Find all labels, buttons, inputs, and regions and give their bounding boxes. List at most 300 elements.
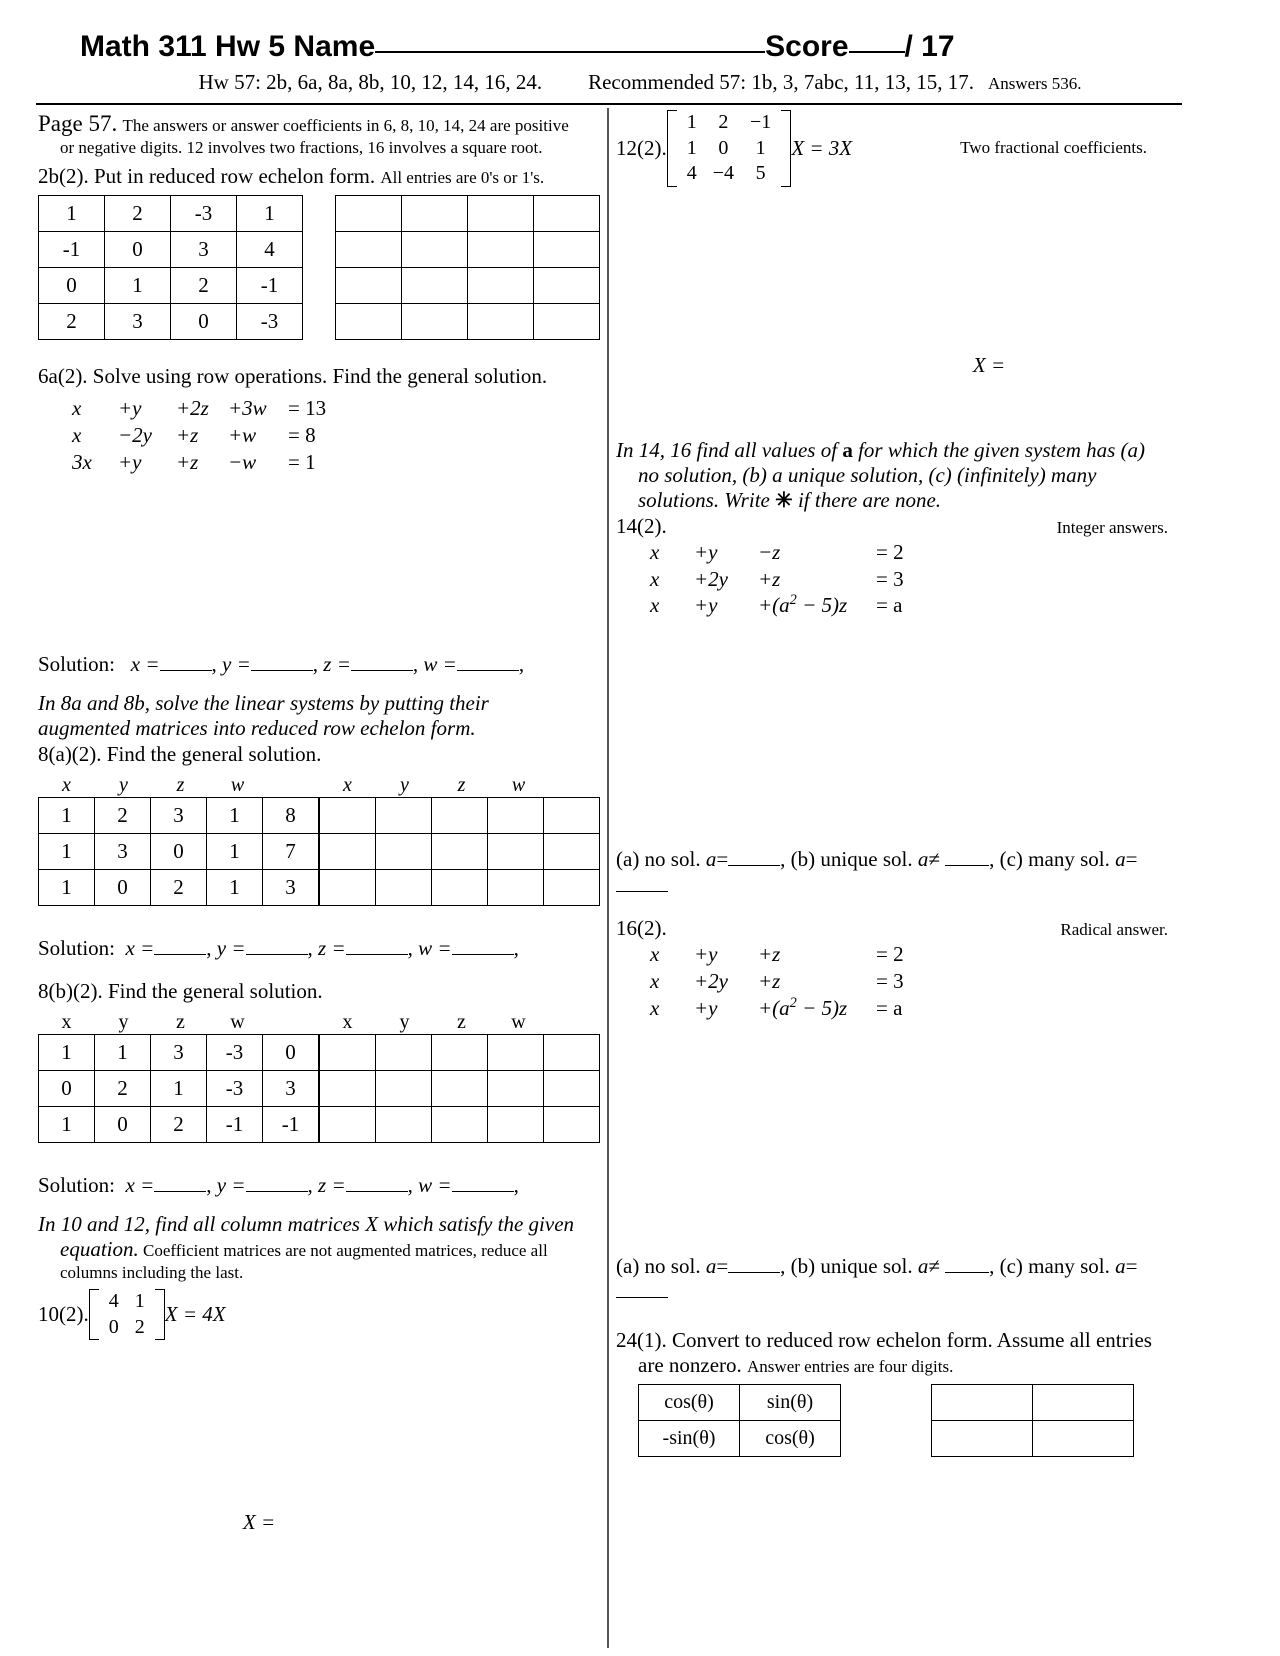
solution-blank[interactable] — [154, 1191, 206, 1192]
matrix-row — [679, 136, 780, 162]
equation-row — [650, 968, 1182, 995]
matrix-cell: 1 — [686, 136, 697, 159]
answer-blank[interactable] — [945, 865, 989, 866]
equation-term: 3x — [72, 450, 92, 475]
q12-label: 12(2). — [616, 135, 667, 160]
matrix-cell: −1 — [750, 111, 772, 133]
matrix-row — [101, 1289, 153, 1315]
header-assignment-row — [0, 70, 1280, 95]
matrix-cell[interactable] — [320, 1071, 376, 1107]
matrix-cell[interactable] — [488, 833, 544, 869]
matrix-row — [679, 110, 780, 136]
q8a-given-matrix — [38, 797, 319, 906]
equation-term: = a — [876, 593, 903, 618]
score-blank-line[interactable] — [849, 51, 905, 53]
solution-var-label: z = — [312, 935, 346, 960]
q8b-solution-prefix: Solution: — [38, 1173, 116, 1198]
q14-answers-line[interactable] — [616, 847, 1182, 897]
matrix-cell[interactable] — [336, 232, 402, 268]
matrix-cell: 2 — [95, 797, 151, 833]
matrix-cell[interactable] — [320, 1107, 376, 1143]
q8a-label: 8(a)(2). Find the general solution. — [38, 741, 322, 766]
matrix-cell: 3 — [151, 1035, 207, 1071]
q10-row — [38, 1289, 600, 1340]
matrix-cell[interactable] — [376, 1071, 432, 1107]
matrix-cell: 8 — [263, 797, 319, 833]
solution-comma: , — [206, 1173, 212, 1198]
q8b-given-matrix — [38, 1034, 319, 1143]
matrix-cell: 2 — [718, 111, 729, 133]
matrix-cell: 3 — [263, 1071, 319, 1107]
solution-blank[interactable] — [346, 1191, 408, 1192]
matrix-cell: 2 — [151, 1107, 207, 1143]
equation-term: $+(a^2 - 5)z$ — [758, 994, 848, 1020]
matrix-row — [320, 869, 600, 905]
matrix-cell: 1 — [105, 268, 171, 304]
q24-given-matrix — [638, 1384, 841, 1457]
matrix-cell[interactable] — [468, 304, 534, 340]
matrix-row — [39, 797, 319, 833]
matrix-cell: 0 — [108, 1315, 119, 1338]
q8b-solution-line — [38, 1173, 600, 1198]
solution-var-label: z = — [318, 651, 351, 676]
column-divider — [607, 108, 609, 1648]
q10-equation: X = 4X — [164, 1302, 226, 1327]
equation-term: +w — [228, 423, 257, 448]
q8a-solution-line — [38, 936, 600, 961]
equation-term: x — [650, 941, 660, 966]
note-10-12-equation-word: equation. — [60, 1237, 139, 1262]
star-glyph-icon: ✳ — [775, 488, 793, 513]
equation-term: −z — [758, 539, 781, 564]
matrix-cell: −4 — [712, 162, 735, 185]
equation-row — [650, 941, 1182, 968]
solution-var-label: y = — [211, 935, 246, 960]
matrix-cell[interactable] — [376, 1107, 432, 1143]
equation-term: +y — [694, 593, 718, 618]
solution-blank[interactable] — [246, 954, 308, 955]
equation-term: +3w — [228, 396, 267, 421]
left-column — [38, 110, 600, 1535]
solution-comma: , — [407, 935, 413, 960]
equation-term: +2y — [694, 566, 728, 591]
note-14-16-line2: no solution, (b) a unique solution, (c) (infinitely) many — [638, 463, 1097, 488]
matrix-cell[interactable] — [534, 304, 600, 340]
q2b-label-row — [38, 164, 600, 189]
header-divider — [36, 103, 1182, 105]
page-note — [38, 110, 600, 158]
matrix-cell: 0 — [718, 136, 729, 159]
q8a-answer-variable-headers — [319, 773, 600, 797]
note-14-16-line3-a: solutions. Write — [638, 488, 776, 513]
matrix-cell: 1 — [207, 833, 263, 869]
matrix-cell: 1 — [39, 196, 105, 232]
solution-comma: , — [513, 1173, 519, 1198]
matrix-cell[interactable] — [544, 1071, 600, 1107]
matrix-cell[interactable] — [468, 232, 534, 268]
matrix-cell: 2 — [105, 196, 171, 232]
matrix-cell[interactable] — [432, 833, 488, 869]
q2b-answer-matrix[interactable] — [335, 195, 600, 340]
matrix-cell: 2 — [134, 1315, 145, 1338]
variable-header: w — [511, 1011, 526, 1034]
q24-hint: Answer entries are four digits. — [747, 1357, 954, 1377]
matrix-cell: -1 — [39, 232, 105, 268]
matrix-row — [320, 1035, 600, 1071]
matrix-cell[interactable] — [488, 1035, 544, 1071]
matrix-cell[interactable] — [488, 869, 544, 905]
matrix-row — [679, 161, 780, 187]
equation-term: +z — [758, 566, 781, 591]
variable-header: w — [230, 773, 245, 796]
q14-equations — [616, 539, 1182, 620]
q8a-solution-blanks[interactable] — [120, 936, 519, 960]
matrix-cell[interactable] — [432, 869, 488, 905]
matrix-cell[interactable] — [1033, 1385, 1134, 1421]
q24-answer-matrix[interactable] — [931, 1384, 1134, 1457]
matrix-cell[interactable] — [320, 797, 376, 833]
equation-term: $+(a^2 - 5)z$ — [758, 592, 848, 618]
matrix-cell[interactable] — [432, 1107, 488, 1143]
matrix-cell: 1 — [134, 1290, 145, 1313]
q6a-equations — [38, 395, 600, 476]
equation-term: +y — [118, 450, 142, 475]
q24-label-line1: 24(1). Convert to reduced row echelon form. Assume all entries — [616, 1327, 1152, 1352]
solution-var-label: y = — [211, 1173, 246, 1198]
matrix-cell[interactable] — [402, 196, 468, 232]
matrix-cell: 0 — [95, 1107, 151, 1143]
q12-row — [616, 110, 1182, 187]
solution-comma: , — [312, 651, 319, 676]
variable-header: w — [511, 773, 526, 796]
matrix-cell: cos(θ) — [740, 1421, 841, 1457]
page-header — [0, 30, 1280, 100]
variable-header: y — [119, 773, 128, 796]
solution-comma: , — [412, 651, 419, 676]
matrix-cell[interactable] — [544, 833, 600, 869]
matrix-cell[interactable] — [468, 196, 534, 232]
matrix-row — [932, 1385, 1134, 1421]
matrix-cell: -1 — [237, 268, 303, 304]
name-blank-line[interactable] — [375, 51, 765, 53]
q16-answers-line[interactable] — [616, 1254, 1182, 1304]
matrix-cell[interactable] — [432, 1035, 488, 1071]
matrix-cell: 3 — [105, 304, 171, 340]
matrix-cell: 3 — [171, 232, 237, 268]
solution-blank[interactable] — [251, 670, 313, 671]
matrix-cell[interactable] — [534, 196, 600, 232]
solution-comma: , — [513, 935, 519, 960]
matrix-cell: 0 — [95, 869, 151, 905]
matrix-cell[interactable] — [534, 268, 600, 304]
q16-label-row — [616, 916, 1182, 941]
matrix-cell: 0 — [105, 232, 171, 268]
equation-term: = 2 — [876, 941, 904, 966]
equation-term: +z — [176, 423, 199, 448]
q14-hint: Integer answers. — [1056, 517, 1168, 537]
equation-row — [650, 592, 1182, 619]
matrix-cell[interactable] — [432, 1071, 488, 1107]
matrix-cell: 0 — [39, 1071, 95, 1107]
variable-header: z — [457, 773, 466, 796]
matrix-cell: 3 — [263, 869, 319, 905]
matrix-cell[interactable] — [376, 869, 432, 905]
matrix-cell: 7 — [263, 833, 319, 869]
page-note-line1-start: Page 57. — [38, 111, 118, 136]
answer-blank[interactable] — [616, 1297, 668, 1298]
q6a-label: 6a(2). Solve using row operations. Find the general solution. — [38, 364, 548, 389]
answer-blank[interactable] — [728, 1272, 780, 1273]
matrix-cell[interactable] — [402, 232, 468, 268]
matrix-cell[interactable] — [1033, 1421, 1134, 1457]
note-10-12-line2 — [38, 1237, 600, 1262]
equation-term: = 3 — [876, 968, 904, 993]
q24-label-line2-text: are nonzero. — [638, 1353, 742, 1378]
q12-answer-label: X = — [972, 352, 1006, 377]
equation-row — [650, 995, 1182, 1022]
q24-label-line2 — [616, 1353, 1182, 1378]
answer-case-label: , (b) unique sol. a≠ — [780, 1253, 946, 1278]
answer-blank[interactable] — [728, 865, 780, 866]
matrix-cell[interactable] — [544, 797, 600, 833]
matrix-row — [101, 1315, 153, 1341]
matrix-cell: 1 — [207, 797, 263, 833]
matrix-cell[interactable] — [336, 304, 402, 340]
solution-var-label: w = — [412, 935, 452, 960]
q2b-given-matrix — [38, 195, 303, 340]
equation-term: +2z — [176, 396, 209, 421]
solution-comma: , — [407, 1173, 413, 1198]
q8b-matrices — [38, 1010, 600, 1143]
matrix-cell: 1 — [237, 196, 303, 232]
matrix-cell[interactable] — [376, 1035, 432, 1071]
matrix-cell: 2 — [95, 1071, 151, 1107]
q8b-answer-variable-headers — [319, 1010, 600, 1034]
matrix-row — [336, 304, 600, 340]
answer-blank[interactable] — [616, 891, 668, 892]
equation-term: = 1 — [288, 450, 316, 475]
matrix-cell: 5 — [755, 162, 766, 185]
answer-case-label: , (c) many sol. a= — [989, 847, 1138, 872]
matrix-row — [336, 268, 600, 304]
matrix-cell: 1 — [151, 1071, 207, 1107]
matrix-cell[interactable] — [320, 1035, 376, 1071]
variable-header: z — [176, 1011, 185, 1034]
solution-var-label: x = — [120, 1173, 155, 1198]
q14-label-row — [616, 514, 1182, 539]
matrix-cell[interactable] — [932, 1421, 1033, 1457]
solution-blank[interactable] — [154, 954, 206, 955]
matrix-cell: 1 — [207, 869, 263, 905]
matrix-row — [39, 304, 303, 340]
matrix-cell: -1 — [207, 1107, 263, 1143]
variable-header: x — [61, 1011, 72, 1034]
matrix-cell: 1 — [95, 1035, 151, 1071]
matrix-row — [320, 1071, 600, 1107]
matrix-row — [320, 1107, 600, 1143]
q10-label: 10(2). — [38, 1302, 89, 1327]
matrix-cell: 1 — [39, 1035, 95, 1071]
q16-label: 16(2). — [616, 915, 667, 940]
matrix-cell[interactable] — [320, 869, 376, 905]
q8b-answer-matrix[interactable] — [319, 1034, 600, 1143]
matrix-cell: 2 — [171, 268, 237, 304]
matrix-cell: cos(θ) — [639, 1385, 740, 1421]
matrix-cell: 4 — [108, 1290, 119, 1313]
q8b-variable-headers — [38, 1010, 319, 1034]
answer-blank[interactable] — [945, 1272, 989, 1273]
matrix-cell[interactable] — [336, 268, 402, 304]
matrix-row — [39, 1071, 319, 1107]
equation-row — [72, 449, 600, 476]
matrix-row — [39, 1035, 319, 1071]
matrix-cell[interactable] — [534, 232, 600, 268]
matrix-cell[interactable] — [932, 1385, 1033, 1421]
solution-blank[interactable] — [452, 954, 514, 955]
matrix-cell[interactable] — [376, 833, 432, 869]
equation-term: +y — [118, 396, 142, 421]
note-14-16-line1-c: for which the given system has (a) — [852, 437, 1146, 462]
solution-comma: , — [307, 1173, 313, 1198]
score-label: Score — [765, 30, 849, 63]
solution-blank[interactable] — [452, 1191, 514, 1192]
equation-term: +y — [694, 995, 718, 1020]
variable-header: w — [230, 1011, 245, 1034]
q6a-solution-line — [38, 652, 600, 677]
solution-blank[interactable] — [346, 954, 408, 955]
q8a-answer-matrix[interactable] — [319, 797, 600, 906]
equation-term: +y — [694, 941, 718, 966]
q2b-matrices — [38, 195, 600, 340]
matrix-cell[interactable] — [488, 1071, 544, 1107]
solution-blank[interactable] — [351, 670, 413, 671]
solution-var-label: w = — [418, 651, 457, 676]
assigned-problems: Hw 57: 2b, 6a, 8a, 8b, 10, 12, 14, 16, 24. — [198, 70, 543, 94]
matrix-cell[interactable] — [544, 1107, 600, 1143]
q8b-solution-blanks[interactable] — [120, 1173, 519, 1197]
q12-equation: X = 3X — [791, 135, 853, 160]
matrix-cell: 4 — [686, 162, 697, 185]
equation-term: = 3 — [876, 566, 904, 591]
matrix-cell[interactable] — [320, 833, 376, 869]
matrix-row — [39, 1107, 319, 1143]
right-column — [616, 110, 1182, 1457]
matrix-cell: -3 — [237, 304, 303, 340]
equation-term: x — [650, 539, 660, 564]
equation-term: −w — [228, 450, 257, 475]
matrix-row — [39, 268, 303, 304]
matrix-cell[interactable] — [432, 797, 488, 833]
equation-term: +z — [176, 450, 199, 475]
matrix-cell: 1 — [755, 136, 766, 159]
matrix-cell[interactable] — [402, 304, 468, 340]
matrix-cell: 2 — [39, 304, 105, 340]
matrix-cell[interactable] — [544, 1035, 600, 1071]
variable-header: y — [399, 1011, 410, 1034]
matrix-row — [39, 196, 303, 232]
equation-row — [650, 566, 1182, 593]
solution-var-label: w = — [412, 1173, 452, 1198]
equation-term: = 8 — [288, 423, 316, 448]
q16-hint: Radical answer. — [1060, 919, 1168, 939]
matrix-cell: 3 — [95, 833, 151, 869]
q2b-hint: All entries are 0's or 1's. — [380, 167, 545, 187]
matrix-cell[interactable] — [488, 1107, 544, 1143]
matrix-cell: 0 — [151, 833, 207, 869]
matrix-row — [932, 1421, 1134, 1457]
equation-term: x — [650, 593, 660, 618]
variable-header: x — [342, 1011, 353, 1034]
equation-term: x — [650, 566, 660, 591]
matrix-cell[interactable] — [376, 797, 432, 833]
variable-header: y — [118, 1011, 129, 1034]
q12-hint: Two fractional coefficients. — [960, 138, 1147, 158]
solution-comma: , — [518, 651, 525, 676]
matrix-cell: sin(θ) — [740, 1385, 841, 1421]
matrix-cell[interactable] — [468, 268, 534, 304]
variable-header: x — [62, 773, 71, 796]
q10-matrix — [89, 1289, 165, 1340]
equation-row — [650, 539, 1182, 566]
note-14-16-line1-a: In 14, 16 find all values of — [616, 437, 843, 462]
note-8-line1: In 8a and 8b, solve the linear systems by putting their — [38, 691, 489, 716]
matrix-cell[interactable] — [488, 797, 544, 833]
matrix-row — [39, 232, 303, 268]
equation-term: +z — [758, 941, 781, 966]
page-note-line1: The answers or answer coefficients in 6, 8, 10, 14, 24 are positive — [122, 116, 569, 135]
matrix-cell[interactable] — [402, 268, 468, 304]
note-10-12-line3: columns including the last. — [60, 1262, 244, 1282]
solution-var-label: z = — [312, 1173, 346, 1198]
matrix-cell[interactable] — [336, 196, 402, 232]
matrix-cell: 2 — [151, 869, 207, 905]
answer-case-label: (a) no sol. a= — [616, 847, 729, 872]
variable-header: z — [457, 1011, 466, 1034]
matrix-cell: -3 — [207, 1035, 263, 1071]
solution-blank[interactable] — [246, 1191, 308, 1192]
matrix-row — [320, 833, 600, 869]
equation-term: x — [650, 968, 660, 993]
matrix-cell: -3 — [171, 196, 237, 232]
q6a-solution-blanks[interactable] — [126, 652, 525, 676]
equation-term: = a — [876, 995, 903, 1020]
matrix-row — [639, 1385, 841, 1421]
matrix-cell[interactable] — [544, 869, 600, 905]
matrix-cell: 1 — [39, 1107, 95, 1143]
answer-case-label: , (b) unique sol. a≠ — [780, 847, 946, 872]
equation-term: = 13 — [288, 396, 327, 421]
matrix-cell: -sin(θ) — [639, 1421, 740, 1457]
matrix-cell: 0 — [171, 304, 237, 340]
equation-row — [72, 395, 600, 422]
matrix-row — [39, 833, 319, 869]
equation-row — [72, 422, 600, 449]
q8a-solution-prefix: Solution: — [38, 935, 116, 960]
matrix-cell: 4 — [237, 232, 303, 268]
matrix-cell: 0 — [263, 1035, 319, 1071]
q8a-variable-headers — [38, 773, 319, 797]
q6a-solution-prefix: Solution: — [38, 651, 116, 676]
answer-case-label: , (c) many sol. a= — [989, 1253, 1138, 1278]
answers-note: Answers 536. — [987, 74, 1082, 93]
solution-blank[interactable] — [160, 670, 212, 671]
matrix-row — [39, 869, 319, 905]
equation-term: x — [650, 995, 660, 1020]
solution-comma: , — [211, 651, 217, 676]
solution-blank[interactable] — [457, 670, 519, 671]
page-note-line2: or negative digits. 12 involves two fractions, 16 involves a square root. — [60, 137, 543, 157]
note-10-12-line1: In 10 and 12, find all column matrices X which satisfy the given — [38, 1212, 575, 1237]
